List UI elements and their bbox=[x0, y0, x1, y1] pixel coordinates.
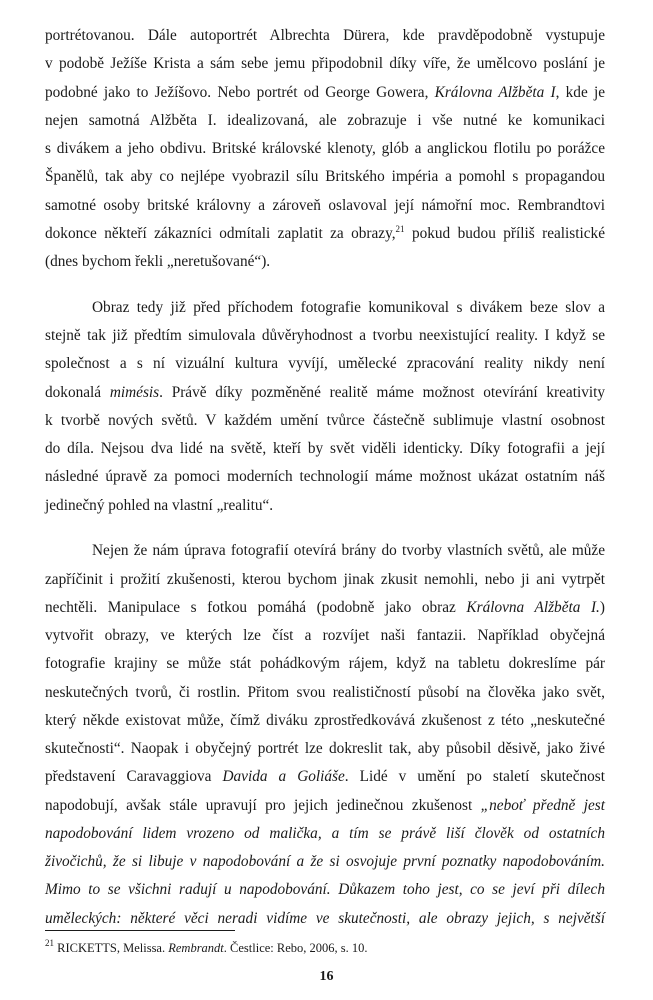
text-line bbox=[45, 435, 605, 463]
text-run: fotografie krajiny se může stát pohádkovým rájem, když na tabletu dokreslíme pár bbox=[45, 655, 605, 673]
text-run: stejně tak již předtím simulovala důvěryhodnost a tvorbu neexistující reality. I když se bbox=[45, 327, 605, 344]
paragraph-gap bbox=[45, 276, 605, 294]
text-run: Nejen že nám úprava fotografií otevírá brány do tvorby vlastních světů, ale může bbox=[92, 542, 605, 560]
paragraph bbox=[45, 22, 605, 276]
italic-text: napodobování lidem vrozeno od malička, a tím se právě liší člověk od ostatních bbox=[45, 824, 605, 842]
text-run: k tvorbě nových světů. V každém umění tvůrce částečně sublimuje vlastní osobnost bbox=[45, 411, 605, 429]
text-run: vytvořit obrazy, ve kterých lze číst a rozvíjet naši fantazii. Například obyčejná bbox=[45, 627, 605, 644]
text-run: představení Caravaggiova bbox=[45, 768, 223, 786]
text-run: do díla. Nejsou dva lidé na světě, kteří by svět viděli identicky. Díky fotografii a její bbox=[45, 440, 605, 457]
text-line bbox=[45, 50, 605, 78]
text-line bbox=[45, 905, 605, 933]
text-run: následné úpravě za pomoci moderních technologií máme možnost ukázat ostatním náš bbox=[45, 468, 605, 486]
text-run: jedinečný pohled na vlastní „realitu“. bbox=[45, 496, 274, 514]
text-line bbox=[45, 537, 605, 565]
text-line bbox=[45, 876, 605, 904]
text-run: skutečnosti“. Naopak i obyčejný portrét lze dokreslit tak, aby působil děsivě, jako živé bbox=[45, 740, 605, 757]
text-line bbox=[45, 322, 605, 350]
text-run: RICKETTS, Melissa. bbox=[54, 941, 169, 955]
text-run: (dnes bychom řekli „neretušované“). bbox=[45, 253, 271, 270]
text-line bbox=[45, 594, 605, 622]
text-line bbox=[45, 763, 605, 791]
italic-text: „neboť předně jest bbox=[480, 796, 605, 814]
text-run: v podobě Ježíše Krista a sám sebe jemu připodobnil díky víře, že umělcovo poslání je bbox=[45, 55, 605, 73]
text-line bbox=[45, 135, 605, 163]
text-run: dokonalá bbox=[45, 383, 110, 401]
footnote-reference: 21 bbox=[395, 223, 405, 234]
italic-text: Davida a Goliáše bbox=[222, 768, 345, 786]
text-run: který někde existovat může, čímž diváku zprostředkovává zkušenost z této „neskutečné bbox=[45, 711, 605, 729]
text-run: neskutečných tvorů, či rostlin. Přitom svou realističností působí na člověka jako svět, bbox=[45, 683, 605, 701]
footnote-separator bbox=[45, 930, 235, 931]
text-run: nechtěli. Manipulace s fotkou pomáhá (podobně jako obraz bbox=[45, 598, 467, 616]
text-run: podobné jako to Ježíšovo. Nebo portrét od George Gowera, bbox=[45, 83, 435, 101]
text-line bbox=[45, 79, 605, 107]
text-line bbox=[45, 679, 605, 707]
text-run: společnost a s ní vizuální kultura vyvíjí, umělecké zpracování reality nikdy není bbox=[45, 355, 605, 373]
text-run: ) bbox=[599, 598, 605, 616]
italic-text: Rembrandt bbox=[168, 941, 224, 955]
body-text bbox=[45, 22, 605, 933]
italic-text: živočichů, že si libuje v napodobování a že si osvojuje první poznatky napodobováním. bbox=[45, 853, 605, 870]
footnote-reference: 21 bbox=[45, 938, 54, 948]
text-run: dokonce někteří zákazníci odmítali zaplatit za obrazy, bbox=[45, 224, 396, 242]
footnote bbox=[45, 940, 368, 956]
text-line bbox=[45, 463, 605, 491]
text-line bbox=[45, 622, 605, 650]
italic-text: Mimo to se všichni radují u napodobování. Důkazem toho jest, co se jeví při dílech bbox=[45, 881, 605, 899]
text-line bbox=[45, 379, 605, 407]
text-run: samotné osoby britské královny a zároveň oslavoval její námořní moc. Rembrandtovi bbox=[45, 196, 605, 214]
text-run: portrétovanou. Dále autoportrét Albrechta Dürera, kde pravděpodobně vystupuje bbox=[45, 27, 605, 44]
text-run: . Čestlice: Rebo, 2006, s. 10. bbox=[223, 941, 368, 955]
text-line bbox=[45, 107, 605, 135]
text-line bbox=[45, 407, 605, 435]
text-run: Obraz tedy již před příchodem fotografie komunikoval s divákem beze slov a bbox=[92, 298, 605, 316]
text-line bbox=[45, 707, 605, 735]
text-line bbox=[45, 22, 605, 50]
text-run: zapříčinit i prožití zkušenosti, kterou bychom jinak zkusit nemohli, nebo ji ani vytrpět bbox=[45, 570, 605, 588]
text-line bbox=[45, 650, 605, 678]
text-line bbox=[45, 163, 605, 191]
text-run: Španělů, tak aby co nejlépe vyobrazil sílu Britského impéria a pomohl s propagandou bbox=[45, 168, 605, 186]
text-line bbox=[45, 248, 605, 276]
italic-text: Královna Alžběta I bbox=[434, 83, 556, 101]
text-run: pokud budou příliš realistické bbox=[404, 224, 605, 242]
paragraph-gap bbox=[45, 520, 605, 538]
text-line bbox=[45, 820, 605, 848]
text-run: napodobují, avšak stále upravují pro jejich jedinečnou zkušenost bbox=[45, 796, 481, 814]
text-line bbox=[45, 192, 605, 220]
italic-text: Královna Alžběta I. bbox=[466, 598, 600, 616]
text-run: . Právě díky pozměněné realitě máme možnost otevírání kreativity bbox=[159, 383, 605, 401]
italic-text: uměleckých: některé věci neradi vidíme ve skutečnosti, ale obrazy jejich, s největší bbox=[45, 909, 605, 927]
paragraph bbox=[45, 537, 605, 933]
text-run: s divákem a jeho obdivu. Britské královské klenoty, glób a anglickou flotilu po porážce bbox=[45, 140, 605, 157]
text-line bbox=[45, 735, 605, 763]
text-run: . Lidé v umění po staletí skutečnost bbox=[344, 768, 605, 786]
text-line bbox=[45, 792, 605, 820]
text-line bbox=[45, 492, 605, 520]
text-line bbox=[45, 220, 605, 248]
page-number: 16 bbox=[319, 969, 334, 984]
italic-text: mimésis bbox=[109, 383, 160, 401]
text-line bbox=[45, 566, 605, 594]
text-run: nejen samotná Alžběta I. idealizovaná, ale zobrazuje i vše nutné ke komunikaci bbox=[45, 111, 605, 129]
text-run: , kde je bbox=[555, 83, 605, 101]
paragraph bbox=[45, 294, 605, 520]
text-line bbox=[45, 294, 605, 322]
text-line bbox=[45, 848, 605, 876]
text-line bbox=[45, 350, 605, 378]
